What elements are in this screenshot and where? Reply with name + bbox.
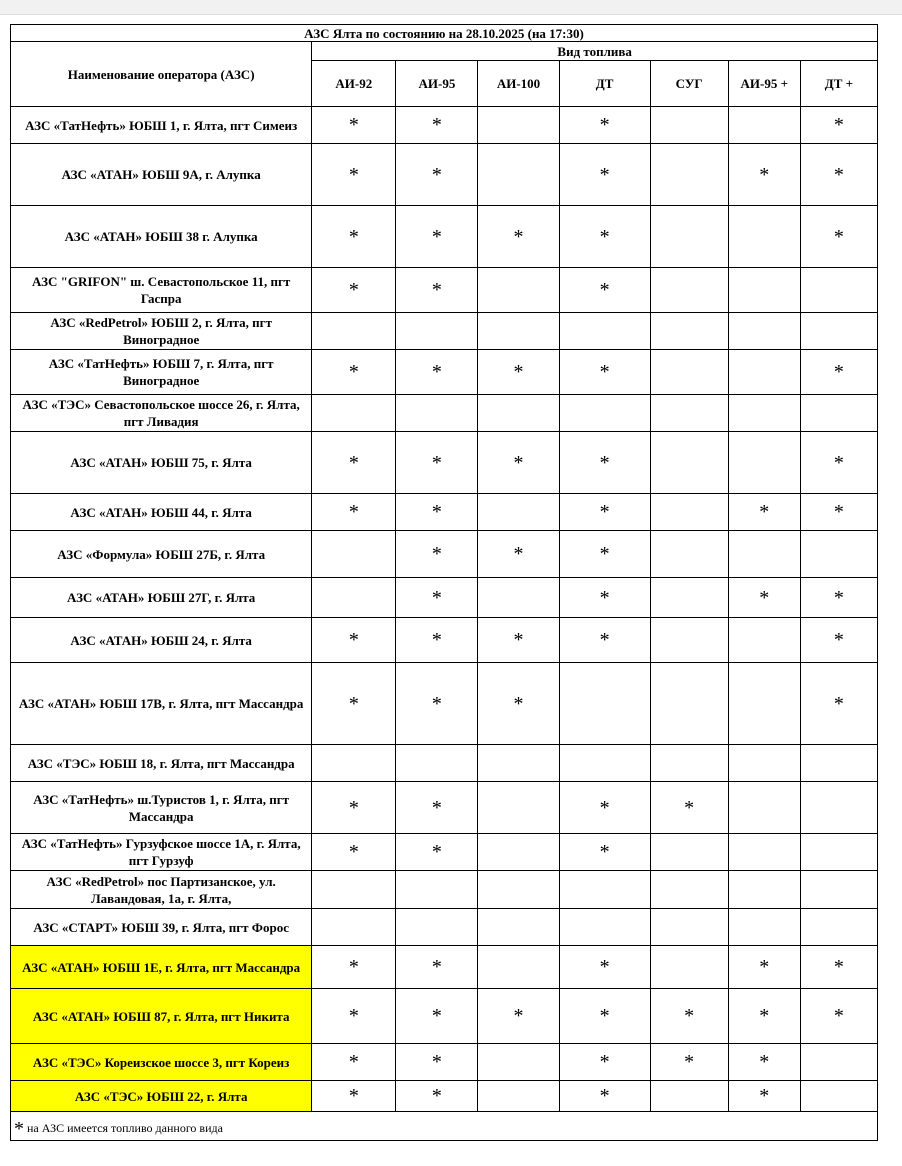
fuel-availability-cell bbox=[728, 531, 800, 578]
fuel-availability-cell bbox=[396, 313, 478, 350]
fuel-availability-cell bbox=[478, 909, 559, 946]
station-name-cell: АЗС «ТЭС» ЮБШ 18, г. Ялта, пгт Массандра bbox=[11, 745, 312, 782]
fuel-availability-cell bbox=[728, 268, 800, 313]
station-name-cell: АЗС «АТАН» ЮБШ 44, г. Ялта bbox=[11, 494, 312, 531]
fuel-availability-cell bbox=[559, 663, 650, 745]
fuel-availability-cell bbox=[396, 909, 478, 946]
availability-mark: * bbox=[599, 501, 610, 523]
fuel-availability-cell bbox=[650, 578, 728, 618]
availability-mark: * bbox=[431, 1005, 442, 1027]
availability-mark: * bbox=[833, 1005, 844, 1027]
fuel-availability-cell bbox=[396, 1044, 478, 1081]
fuel-availability-cell bbox=[728, 782, 800, 834]
availability-mark: * bbox=[431, 1051, 442, 1073]
fuel-availability-cell bbox=[800, 745, 877, 782]
fuel-availability-cell bbox=[728, 578, 800, 618]
availability-mark: * bbox=[599, 796, 610, 819]
availability-mark: * bbox=[759, 1005, 770, 1027]
fuel-availability-cell bbox=[312, 663, 396, 745]
footnote-mark: * bbox=[14, 1118, 24, 1140]
fuel-availability-cell bbox=[800, 663, 877, 745]
availability-mark: * bbox=[431, 629, 442, 651]
table-row bbox=[11, 782, 878, 834]
availability-mark: * bbox=[431, 956, 442, 978]
fuel-availability-cell bbox=[396, 834, 478, 871]
availability-mark: * bbox=[431, 543, 442, 565]
fuel-availability-cell bbox=[800, 313, 877, 350]
fuel-availability-cell bbox=[478, 144, 559, 206]
browser-top-strip bbox=[0, 0, 902, 15]
availability-mark: * bbox=[431, 114, 442, 136]
fuel-availability-cell bbox=[559, 618, 650, 663]
station-name-cell: АЗС «Формула» ЮБШ 27Б, г. Ялта bbox=[11, 531, 312, 578]
fuel-availability-cell bbox=[396, 989, 478, 1044]
availability-mark: * bbox=[684, 796, 695, 819]
availability-mark: * bbox=[513, 629, 524, 651]
fuel-availability-cell bbox=[396, 395, 478, 432]
fuel-availability-cell bbox=[728, 871, 800, 909]
station-name-cell: АЗС «АТАН» ЮБШ 87, г. Ялта, пгт Никита bbox=[11, 989, 312, 1044]
fuel-availability-cell bbox=[312, 313, 396, 350]
footnote bbox=[11, 1112, 878, 1141]
fuel-availability-cell bbox=[312, 1044, 396, 1081]
station-name-cell: АЗС «ТЭС» Севастопольское шоссе 26, г. Ялта, пгт Ливадия bbox=[11, 395, 312, 432]
fuel-availability-cell bbox=[650, 871, 728, 909]
fuel-availability-cell bbox=[312, 395, 396, 432]
fuel-availability-cell bbox=[650, 350, 728, 395]
availability-mark: * bbox=[759, 586, 770, 609]
fuel-availability-cell bbox=[478, 350, 559, 395]
fuel-availability-cell bbox=[312, 494, 396, 531]
table-row bbox=[11, 663, 878, 745]
availability-mark: * bbox=[599, 1005, 610, 1027]
fuel-availability-cell bbox=[312, 578, 396, 618]
availability-mark: * bbox=[599, 451, 610, 474]
fuel-availability-cell bbox=[396, 946, 478, 989]
fuel-availability-cell bbox=[312, 107, 396, 144]
availability-mark: * bbox=[431, 586, 442, 609]
fuel-availability-cell bbox=[650, 432, 728, 494]
table-title: АЗС Ялта по состоянию на 28.10.2025 (на 17:30) bbox=[11, 25, 878, 42]
availability-mark: * bbox=[431, 163, 442, 186]
fuel-availability-cell bbox=[312, 531, 396, 578]
fuel-availability-cell bbox=[478, 1044, 559, 1081]
availability-mark: * bbox=[348, 692, 359, 715]
availability-mark: * bbox=[431, 361, 442, 383]
availability-mark: * bbox=[833, 225, 844, 248]
station-name-cell: АЗС «СТАРТ» ЮБШ 39, г. Ялта, пгт Форос bbox=[11, 909, 312, 946]
fuel-availability-cell bbox=[559, 946, 650, 989]
station-name-cell: АЗС «RedPetrol» ЮБШ 2, г. Ялта, пгт Виноградное bbox=[11, 313, 312, 350]
availability-mark: * bbox=[833, 451, 844, 474]
availability-mark: * bbox=[348, 361, 359, 383]
fuel-availability-cell bbox=[312, 350, 396, 395]
fuel-availability-cell bbox=[800, 1044, 877, 1081]
fuel-availability-cell bbox=[312, 144, 396, 206]
fuel-availability-cell bbox=[559, 531, 650, 578]
fuel-availability-cell bbox=[478, 107, 559, 144]
table-row bbox=[11, 494, 878, 531]
station-name-cell: АЗС «АТАН» ЮБШ 24, г. Ялта bbox=[11, 618, 312, 663]
fuel-availability-cell bbox=[650, 268, 728, 313]
fuel-availability-cell bbox=[650, 107, 728, 144]
fuel-availability-cell bbox=[396, 268, 478, 313]
availability-mark: * bbox=[348, 114, 359, 136]
station-name-cell: АЗС «RedPetrol» пос Партизанское, ул. Лавандовая, 1а, г. Ялта, bbox=[11, 871, 312, 909]
availability-mark: * bbox=[348, 841, 359, 863]
availability-mark: * bbox=[431, 796, 442, 819]
availability-mark: * bbox=[833, 956, 844, 978]
fuel-availability-cell bbox=[800, 494, 877, 531]
fuel-availability-cell bbox=[650, 834, 728, 871]
fuel-availability-cell bbox=[800, 618, 877, 663]
station-name-cell: АЗС «АТАН» ЮБШ 1Е, г. Ялта, пгт Массандра bbox=[11, 946, 312, 989]
fuel-availability-cell bbox=[396, 618, 478, 663]
fuel-availability-cell bbox=[478, 268, 559, 313]
availability-mark: * bbox=[348, 629, 359, 651]
availability-mark: * bbox=[431, 225, 442, 248]
fuel-availability-cell bbox=[559, 834, 650, 871]
availability-mark: * bbox=[759, 163, 770, 186]
table-row bbox=[11, 989, 878, 1044]
fuel-availability-cell bbox=[312, 268, 396, 313]
table-row bbox=[11, 1044, 878, 1081]
table-row bbox=[11, 909, 878, 946]
fuel-availability-cell bbox=[728, 1044, 800, 1081]
fuel-availability-cell bbox=[800, 989, 877, 1044]
fuel-availability-cell bbox=[312, 206, 396, 268]
fuel-availability-cell bbox=[478, 946, 559, 989]
fuel-header-cell: ДТ + bbox=[800, 61, 877, 107]
fuel-availability-cell bbox=[650, 1044, 728, 1081]
fuel-availability-cell bbox=[728, 395, 800, 432]
availability-mark: * bbox=[599, 114, 610, 136]
fuel-availability-cell bbox=[650, 144, 728, 206]
fuel-availability-cell bbox=[650, 946, 728, 989]
fuel-availability-cell bbox=[559, 395, 650, 432]
fuel-availability-cell bbox=[650, 663, 728, 745]
fuel-availability-cell bbox=[478, 1081, 559, 1112]
availability-mark: * bbox=[759, 501, 770, 523]
fuel-availability-cell bbox=[478, 531, 559, 578]
fuel-availability-cell bbox=[478, 745, 559, 782]
availability-mark: * bbox=[348, 1085, 359, 1107]
fuel-availability-cell bbox=[478, 206, 559, 268]
fuel-availability-cell bbox=[312, 432, 396, 494]
availability-mark: * bbox=[599, 841, 610, 863]
fuel-availability-cell bbox=[728, 663, 800, 745]
fuel-availability-cell bbox=[800, 107, 877, 144]
fuel-availability-cell bbox=[559, 206, 650, 268]
table-row bbox=[11, 531, 878, 578]
fuel-availability-cell bbox=[478, 578, 559, 618]
fuel-availability-cell bbox=[478, 432, 559, 494]
fuel-availability-cell bbox=[559, 745, 650, 782]
availability-mark: * bbox=[599, 225, 610, 248]
availability-mark: * bbox=[684, 1005, 695, 1027]
availability-mark: * bbox=[348, 1005, 359, 1027]
fuel-availability-cell bbox=[800, 1081, 877, 1112]
table-row bbox=[11, 745, 878, 782]
table-row bbox=[11, 144, 878, 206]
fuel-availability-cell bbox=[396, 745, 478, 782]
table-row bbox=[11, 395, 878, 432]
fuel-availability-cell bbox=[559, 989, 650, 1044]
table-row bbox=[11, 578, 878, 618]
availability-mark: * bbox=[348, 279, 359, 301]
fuel-availability-cell bbox=[650, 494, 728, 531]
table-row bbox=[11, 618, 878, 663]
fuel-availability-cell bbox=[650, 909, 728, 946]
fuel-availability-cell bbox=[312, 618, 396, 663]
station-name-cell: АЗС «АТАН» ЮБШ 17В, г. Ялта, пгт Массандра bbox=[11, 663, 312, 745]
fuel-availability-cell bbox=[478, 663, 559, 745]
fuel-availability-cell bbox=[728, 206, 800, 268]
fuel-availability-cell bbox=[728, 1081, 800, 1112]
fuel-availability-cell bbox=[396, 663, 478, 745]
fuel-availability-cell bbox=[396, 871, 478, 909]
fuel-availability-table bbox=[10, 24, 878, 1141]
fuel-availability-cell bbox=[728, 946, 800, 989]
fuel-availability-cell bbox=[478, 989, 559, 1044]
fuel-availability-cell bbox=[650, 1081, 728, 1112]
station-name-cell: АЗС «АТАН» ЮБШ 75, г. Ялта bbox=[11, 432, 312, 494]
station-name-cell: АЗС "GRIFON" ш. Севастопольское 11, пгт Гаспра bbox=[11, 268, 312, 313]
fuel-availability-cell bbox=[559, 268, 650, 313]
station-name-cell: АЗС «ТатНефть» Гурзуфское шоссе 1А, г. Ялта, пгт Гурзуф bbox=[11, 834, 312, 871]
fuel-availability-cell bbox=[800, 432, 877, 494]
fuel-availability-cell bbox=[396, 107, 478, 144]
availability-mark: * bbox=[759, 956, 770, 978]
fuel-availability-cell bbox=[559, 494, 650, 531]
table-row bbox=[11, 107, 878, 144]
fuel-availability-cell bbox=[800, 531, 877, 578]
fuel-availability-cell bbox=[396, 494, 478, 531]
availability-mark: * bbox=[759, 1051, 770, 1073]
availability-mark: * bbox=[348, 501, 359, 523]
fuel-availability-cell bbox=[800, 395, 877, 432]
availability-mark: * bbox=[599, 586, 610, 609]
fuel-availability-cell bbox=[728, 909, 800, 946]
fuel-availability-cell bbox=[312, 834, 396, 871]
availability-mark: * bbox=[513, 1005, 524, 1027]
fuel-availability-cell bbox=[478, 395, 559, 432]
fuel-availability-cell bbox=[800, 268, 877, 313]
fuel-availability-cell bbox=[728, 834, 800, 871]
fuel-availability-cell bbox=[478, 782, 559, 834]
fuel-availability-cell bbox=[312, 909, 396, 946]
station-name-cell: АЗС «ТатНефть» ЮБШ 7, г. Ялта, пгт Виноградное bbox=[11, 350, 312, 395]
fuel-availability-cell bbox=[650, 531, 728, 578]
fuel-availability-cell bbox=[396, 350, 478, 395]
fuel-availability-cell bbox=[396, 1081, 478, 1112]
fuel-availability-cell bbox=[800, 782, 877, 834]
availability-mark: * bbox=[431, 692, 442, 715]
availability-mark: * bbox=[513, 225, 524, 248]
fuel-availability-cell bbox=[728, 989, 800, 1044]
table-row bbox=[11, 432, 878, 494]
fuel-availability-cell bbox=[559, 1044, 650, 1081]
fuel-availability-cell bbox=[800, 350, 877, 395]
fuel-availability-cell bbox=[478, 494, 559, 531]
fuel-availability-cell bbox=[728, 144, 800, 206]
fuel-availability-cell bbox=[559, 144, 650, 206]
fuel-availability-cell bbox=[650, 618, 728, 663]
availability-mark: * bbox=[599, 629, 610, 651]
fuel-availability-cell bbox=[650, 745, 728, 782]
availability-mark: * bbox=[759, 1085, 770, 1107]
fuel-header-cell: СУГ bbox=[650, 61, 728, 107]
fuel-availability-cell bbox=[396, 531, 478, 578]
fuel-availability-cell bbox=[396, 206, 478, 268]
table-row bbox=[11, 1081, 878, 1112]
fuel-availability-cell bbox=[396, 578, 478, 618]
fuel-availability-cell bbox=[800, 871, 877, 909]
fuel-availability-cell bbox=[312, 871, 396, 909]
availability-mark: * bbox=[599, 956, 610, 978]
fuel-header-cell: АИ-95 + bbox=[728, 61, 800, 107]
availability-mark: * bbox=[513, 451, 524, 474]
fuel-availability-cell bbox=[650, 313, 728, 350]
fuel-availability-cell bbox=[559, 432, 650, 494]
availability-mark: * bbox=[348, 451, 359, 474]
fuel-availability-cell bbox=[478, 313, 559, 350]
availability-mark: * bbox=[599, 361, 610, 383]
fuel-availability-cell bbox=[728, 313, 800, 350]
fuel-availability-cell bbox=[559, 107, 650, 144]
fuel-availability-cell bbox=[800, 909, 877, 946]
fuel-header-cell: АИ-95 bbox=[396, 61, 478, 107]
fuel-availability-cell bbox=[800, 578, 877, 618]
availability-mark: * bbox=[833, 163, 844, 186]
fuel-availability-cell bbox=[650, 782, 728, 834]
footnote-text: на АЗС имеется топливо данного вида bbox=[27, 1121, 223, 1135]
fuel-availability-cell bbox=[478, 834, 559, 871]
availability-mark: * bbox=[431, 501, 442, 523]
availability-mark: * bbox=[684, 1051, 695, 1073]
fuel-availability-cell bbox=[800, 144, 877, 206]
fuel-availability-cell bbox=[312, 782, 396, 834]
availability-mark: * bbox=[599, 163, 610, 186]
fuel-availability-cell bbox=[312, 745, 396, 782]
station-name-cell: АЗС «АТАН» ЮБШ 9А, г. Алупка bbox=[11, 144, 312, 206]
availability-mark: * bbox=[431, 1085, 442, 1107]
fuel-availability-cell bbox=[728, 107, 800, 144]
table-row bbox=[11, 946, 878, 989]
availability-mark: * bbox=[348, 1051, 359, 1073]
availability-mark: * bbox=[348, 225, 359, 248]
stations-body bbox=[11, 107, 878, 1112]
availability-mark: * bbox=[833, 629, 844, 651]
availability-mark: * bbox=[599, 1085, 610, 1107]
availability-mark: * bbox=[513, 692, 524, 715]
fuel-availability-cell bbox=[312, 989, 396, 1044]
table-row bbox=[11, 313, 878, 350]
availability-mark: * bbox=[599, 1051, 610, 1073]
table-row bbox=[11, 268, 878, 313]
fuel-availability-cell bbox=[559, 313, 650, 350]
fuel-availability-cell bbox=[396, 144, 478, 206]
fuel-availability-cell bbox=[559, 578, 650, 618]
table-row bbox=[11, 871, 878, 909]
fuel-availability-cell bbox=[559, 909, 650, 946]
availability-mark: * bbox=[348, 796, 359, 819]
fuel-availability-cell bbox=[650, 395, 728, 432]
station-name-cell: АЗС «ТатНефть» ш.Туристов 1, г. Ялта, пгт Массандра bbox=[11, 782, 312, 834]
station-name-cell: АЗС «ТЭС» Кореизское шоссе 3, пгт Кореиз bbox=[11, 1044, 312, 1081]
fuel-type-group-header: Вид топлива bbox=[312, 42, 878, 61]
fuel-availability-cell bbox=[800, 946, 877, 989]
availability-mark: * bbox=[513, 543, 524, 565]
availability-mark: * bbox=[833, 501, 844, 523]
fuel-availability-cell bbox=[559, 871, 650, 909]
fuel-availability-cell bbox=[650, 989, 728, 1044]
operator-column-header: Наименование оператора (АЗС) bbox=[11, 42, 312, 107]
availability-mark: * bbox=[833, 114, 844, 136]
fuel-availability-cell bbox=[800, 834, 877, 871]
availability-mark: * bbox=[431, 451, 442, 474]
fuel-availability-cell bbox=[312, 946, 396, 989]
fuel-availability-cell bbox=[478, 871, 559, 909]
fuel-header-cell: ДТ bbox=[559, 61, 650, 107]
availability-mark: * bbox=[833, 361, 844, 383]
fuel-header-cell: АИ-100 bbox=[478, 61, 559, 107]
availability-mark: * bbox=[431, 279, 442, 301]
station-name-cell: АЗС «АТАН» ЮБШ 27Г, г. Ялта bbox=[11, 578, 312, 618]
station-name-cell: АЗС «АТАН» ЮБШ 38 г. Алупка bbox=[11, 206, 312, 268]
availability-mark: * bbox=[431, 841, 442, 863]
fuel-availability-cell bbox=[559, 350, 650, 395]
table-row bbox=[11, 350, 878, 395]
fuel-availability-cell bbox=[559, 782, 650, 834]
availability-mark: * bbox=[513, 361, 524, 383]
availability-mark: * bbox=[348, 956, 359, 978]
fuel-availability-cell bbox=[728, 745, 800, 782]
station-name-cell: АЗС «ТЭС» ЮБШ 22, г. Ялта bbox=[11, 1081, 312, 1112]
fuel-availability-cell bbox=[728, 350, 800, 395]
fuel-availability-cell bbox=[650, 206, 728, 268]
availability-mark: * bbox=[348, 163, 359, 186]
fuel-availability-cell bbox=[728, 494, 800, 531]
fuel-availability-cell bbox=[728, 432, 800, 494]
fuel-availability-cell bbox=[728, 618, 800, 663]
fuel-availability-cell bbox=[396, 432, 478, 494]
station-name-cell: АЗС «ТатНефть» ЮБШ 1, г. Ялта, пгт Симеиз bbox=[11, 107, 312, 144]
fuel-availability-cell bbox=[312, 1081, 396, 1112]
availability-mark: * bbox=[599, 279, 610, 301]
fuel-availability-cell bbox=[396, 782, 478, 834]
fuel-availability-cell bbox=[478, 618, 559, 663]
table-row bbox=[11, 834, 878, 871]
fuel-availability-cell bbox=[559, 1081, 650, 1112]
fuel-availability-cell bbox=[800, 206, 877, 268]
availability-mark: * bbox=[833, 692, 844, 715]
fuel-header-cell: АИ-92 bbox=[312, 61, 396, 107]
availability-mark: * bbox=[599, 543, 610, 565]
availability-mark: * bbox=[833, 586, 844, 609]
table-row bbox=[11, 206, 878, 268]
